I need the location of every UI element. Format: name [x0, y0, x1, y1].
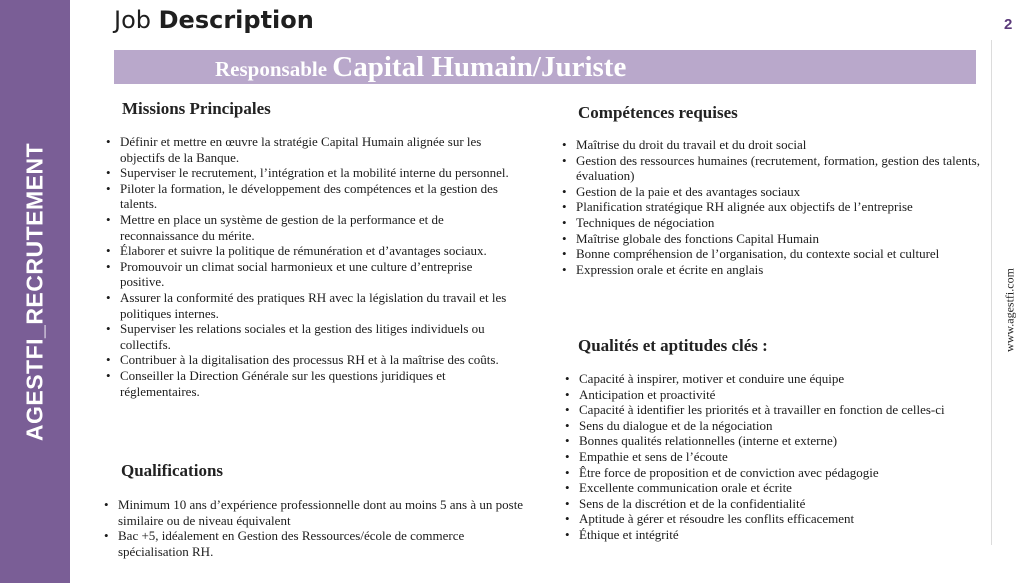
role-title-prefix: Responsable: [215, 57, 333, 81]
list-item: • Définir et mettre en œuvre la stratégie Capital Humain alignée sur les objectifs de la Banque.: [106, 134, 516, 165]
list-item: • Conseiller la Direction Générale sur les questions juridiques et réglementaires.: [106, 368, 516, 399]
list-item: • Piloter la formation, le développement des compétences et la gestion des talents.: [106, 181, 516, 212]
sidebar: [0, 0, 70, 583]
list-item: • Capacité à inspirer, motiver et conduire une équipe: [565, 371, 985, 387]
list-item: • Excellente communication orale et écrite: [565, 480, 985, 496]
list-item: • Sens de la discrétion et de la confidentialité: [565, 496, 985, 512]
page-title-bold: Description: [158, 6, 314, 34]
page-title-light: Job: [114, 6, 159, 34]
list-item: • Techniques de négociation: [562, 215, 982, 231]
list-item: • Assurer la conformité des pratiques RH avec la législation du travail et les politiques internes.: [106, 290, 516, 321]
missions-heading: Missions Principales: [122, 99, 271, 118]
list-item: • Être force de proposition et de conviction avec pédagogie: [565, 465, 985, 481]
qualifications-list: [104, 497, 532, 559]
competences-heading: Compétences requises: [578, 103, 738, 122]
list-item: • Gestion de la paie et des avantages sociaux: [562, 184, 982, 200]
list-item: • Planification stratégique RH alignée aux objectifs de l’entreprise: [562, 199, 982, 215]
right-divider: [991, 40, 992, 545]
list-item: • Bonnes qualités relationnelles (interne et externe): [565, 433, 985, 449]
qualites-heading: Qualités et aptitudes clés :: [578, 336, 768, 355]
list-item: • Superviser les relations sociales et la gestion des litiges individuels ou collectifs.: [106, 321, 516, 352]
list-item: • Contribuer à la digitalisation des processus RH et à la maîtrise des coûts.: [106, 352, 516, 368]
list-item: • Gestion des ressources humaines (recrutement, formation, gestion des talents, évaluation): [562, 153, 982, 184]
qualifications-heading: Qualifications: [121, 461, 224, 480]
role-title-main: Capital Humain/Juriste: [332, 51, 627, 83]
page-title: [114, 6, 314, 34]
list-item: • Capacité à identifier les priorités et à travailler en fonction de celles-ci: [565, 402, 985, 418]
website-url: www.agestfi.com: [1002, 268, 1017, 352]
missions-list: [106, 134, 516, 399]
list-item: • Bac +5, idéalement en Gestion des Ressources/école de commerce spécialisation RH.: [104, 528, 532, 559]
list-item: • Élaborer et suivre la politique de rémunération et d’avantages sociaux.: [106, 243, 516, 259]
list-item: • Anticipation et proactivité: [565, 387, 985, 403]
list-item: • Bonne compréhension de l’organisation, du contexte social et culturel: [562, 246, 982, 262]
list-item: • Superviser le recrutement, l’intégration et la mobilité interne du personnel.: [106, 165, 516, 181]
list-item: • Maîtrise du droit du travail et du droit social: [562, 137, 982, 153]
list-item: • Expression orale et écrite en anglais: [562, 262, 982, 278]
list-item: • Empathie et sens de l’écoute: [565, 449, 985, 465]
list-item: • Aptitude à gérer et résoudre les conflits efficacement: [565, 511, 985, 527]
competences-list: [562, 137, 982, 277]
list-item: • Sens du dialogue et de la négociation: [565, 418, 985, 434]
qualites-list: [565, 371, 985, 543]
list-item: • Promouvoir un climat social harmonieux et une culture d’entreprise positive.: [106, 259, 516, 290]
list-item: • Mettre en place un système de gestion de la performance et de reconnaissance du mérite.: [106, 212, 516, 243]
list-item: • Éthique et intégrité: [565, 527, 985, 543]
list-item: • Maîtrise globale des fonctions Capital Humain: [562, 231, 982, 247]
sidebar-brand-text: AGESTFI_RECRUTEMENT: [21, 142, 48, 442]
list-item: • Minimum 10 ans d’expérience professionnelle dont au moins 5 ans à un poste similaire ou de niveau équivalent: [104, 497, 532, 528]
role-title: [215, 51, 626, 84]
page-number: 2: [1004, 16, 1013, 33]
